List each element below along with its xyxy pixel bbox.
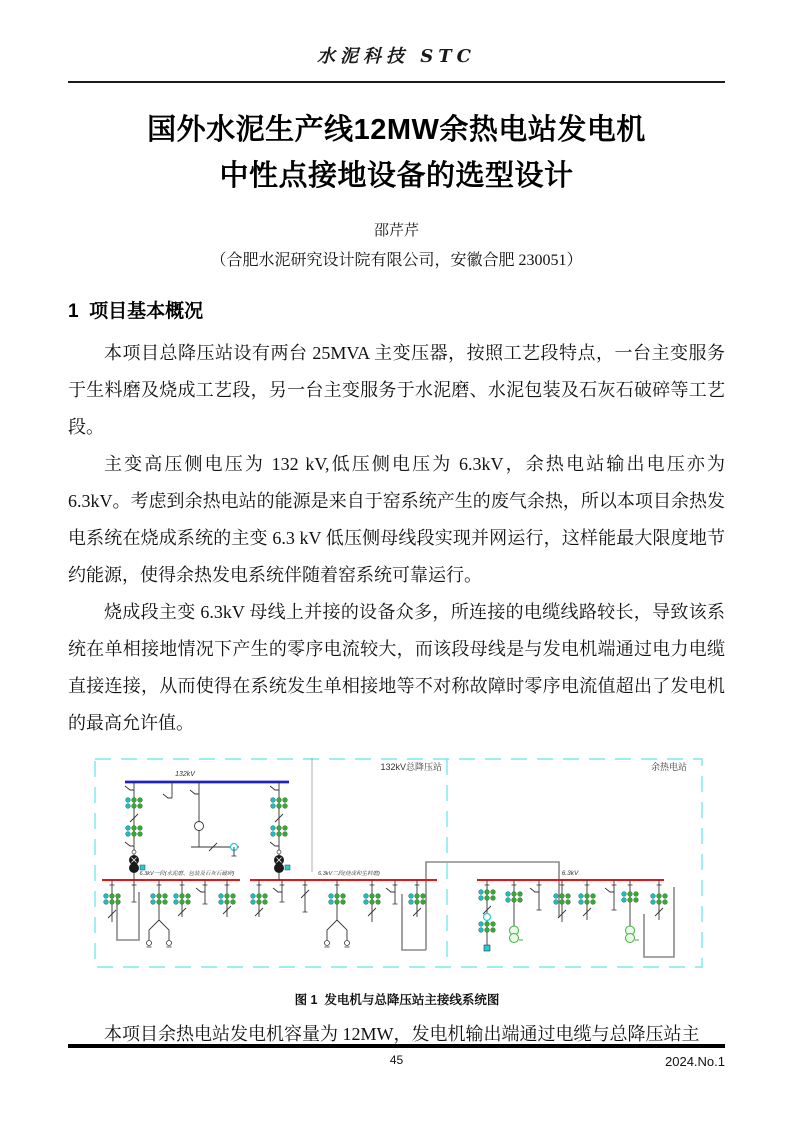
figure-1 xyxy=(86,752,708,1008)
region-right-label: 余热电站 xyxy=(650,762,687,772)
section-heading: 1 项目基本概况 xyxy=(68,301,204,322)
footer xyxy=(68,1044,725,1069)
journal-title: 水泥科技 STC xyxy=(317,46,476,67)
paragraph-2: 主变高压侧电压为 132 kV,低压侧电压为 6.3kV，余热电站输出电压亦为 6.3kV。考虑到余热电站的能源是来自于窑系统产生的废气余热，所以本项目余热发电系统在烧成系统的主变 6.3 kV 低压侧母线段实现并网运行，这样能最大限度地节约能源，使得余热发电系统伴随着窑系统可靠运行。 xyxy=(68,454,725,585)
paragraph-1: 本项目总降压站设有两台 25MVA 主变压器，按照工艺段特点，一台主变服务于生料磨及烧成工艺段，另一台主变服务于水泥磨、水泥包装及石灰石破碎等工艺段。 xyxy=(68,343,725,437)
figure-caption: 图 1 发电机与总降压站主接线系统图 xyxy=(294,993,500,1007)
issue-label: 2024.No.1 xyxy=(665,1054,725,1069)
header-rule xyxy=(68,81,725,83)
paragraph-4: 本项目余热电站发电机容量为 12MW，发电机输出端通过电缆与总降压站主 xyxy=(104,1024,700,1044)
region-left-label: 132kV总降压站 xyxy=(380,762,442,772)
author-affiliation: （合肥水泥研究设计院有限公司，安徽合肥 230051） xyxy=(210,252,583,269)
hv-bus-label: 132kV xyxy=(175,771,195,778)
paragraph-3: 烧成段主变 6.3kV 母线上并接的设备众多，所连接的电缆线路较长，导致该系统在单相接地情况下产生的零序电流较大，而该段母线是与发电机端通过电力电缆直接连接，从而使得在系统发生单相接地等不对称故障时零序电流值超出了发电机的最高允许值。 xyxy=(68,602,725,733)
article-title-line1: 国外水泥生产线12MW余热电站发电机 xyxy=(147,114,646,146)
article-title xyxy=(68,107,725,199)
page-number: 45 xyxy=(389,1053,404,1067)
article-title-line2: 中性点接地设备的选型设计 xyxy=(219,160,574,192)
diagram-symbols xyxy=(95,758,702,967)
lv-bus3-label: 6.3kV xyxy=(561,870,579,877)
lv-bus2-label: 6.3kV二段(烧成和生料磨) xyxy=(318,871,380,877)
single-line-diagram xyxy=(86,752,708,982)
lv-bus1-label: 6.3kV一段(水泥磨、包装及石灰石破碎) xyxy=(139,871,235,877)
author-name: 邵芹芹 xyxy=(373,223,419,239)
